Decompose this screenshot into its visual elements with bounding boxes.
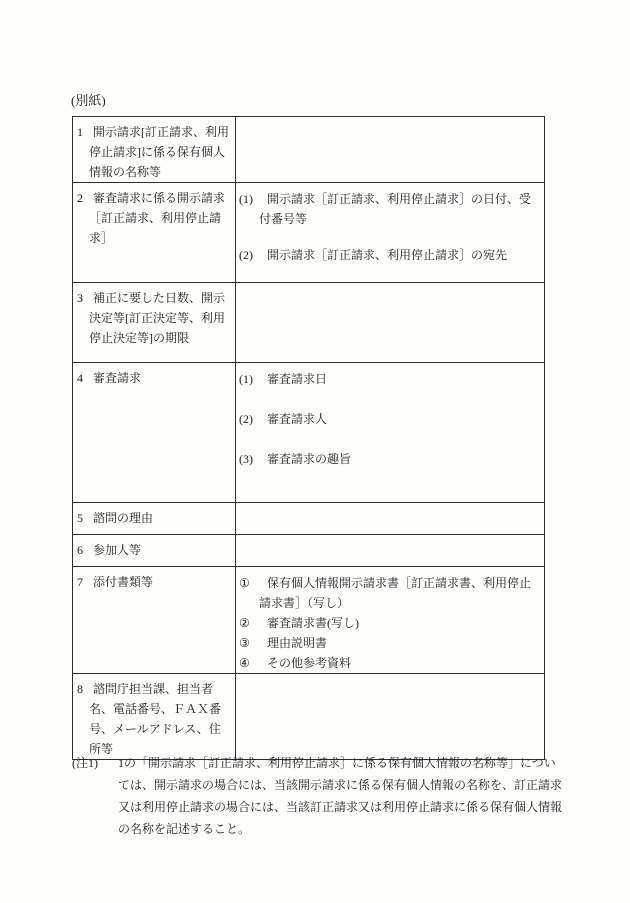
row-label: 審査請求に係る開示請求［訂正請求、利用停止請求］ xyxy=(89,191,226,245)
table-row xyxy=(73,283,545,363)
item-number: ① xyxy=(239,576,250,590)
row-detail-cell xyxy=(236,363,545,503)
detail-item xyxy=(239,653,541,673)
table-row xyxy=(73,117,545,183)
item-number: (1) xyxy=(239,192,253,206)
row-detail-cell xyxy=(236,117,545,183)
item-number: ③ xyxy=(239,636,250,650)
row-label-cell xyxy=(73,117,236,183)
row-number: 6 xyxy=(77,543,83,557)
row-label: 諮問庁担当課、担当者名、電話番号、ＦＡＸ番号、メールアドレス、住所等 xyxy=(89,682,222,756)
footnote xyxy=(72,752,564,840)
item-number: (2) xyxy=(239,248,253,262)
detail-item xyxy=(239,633,541,653)
item-text: 審査請求書(写し) xyxy=(267,616,359,630)
table-row xyxy=(73,674,545,760)
detail-item xyxy=(239,189,541,229)
row-label: 添付書類等 xyxy=(93,575,154,589)
item-number: ④ xyxy=(239,656,250,670)
row-label-cell xyxy=(73,503,236,535)
row-detail-cell xyxy=(236,183,545,283)
item-number: ② xyxy=(239,616,250,630)
detail-item xyxy=(239,409,541,429)
item-text: その他参考資料 xyxy=(267,656,352,670)
row-label: 補正に要した日数、開示決定等[訂正決定等、利用停止決定等]の期限 xyxy=(89,291,226,345)
detail-item xyxy=(239,245,541,265)
row-label-cell xyxy=(73,183,236,283)
row-label-cell xyxy=(73,567,236,674)
row-label: 参加人等 xyxy=(93,543,142,557)
detail-item xyxy=(239,613,541,633)
item-number: (2) xyxy=(239,412,253,426)
item-number: (1) xyxy=(239,372,253,386)
detail-item xyxy=(239,449,541,469)
row-label: 審査請求 xyxy=(93,371,142,385)
item-text: 審査請求日 xyxy=(267,372,328,386)
table-row xyxy=(73,183,545,283)
row-detail-cell xyxy=(236,283,545,363)
footnote-label: (注1) xyxy=(72,756,98,770)
row-number: 5 xyxy=(77,511,83,525)
item-text: 保有個人情報開示請求書［訂正請求書、利用停止請求書］（写し） xyxy=(259,576,532,610)
table-row xyxy=(73,503,545,535)
row-number: 2 xyxy=(77,191,83,205)
table-row xyxy=(73,363,545,503)
item-text: 審査請求人 xyxy=(267,412,328,426)
row-number: 4 xyxy=(77,371,83,385)
page-title: (別紙) xyxy=(71,93,106,108)
detail-item xyxy=(239,573,541,613)
row-label: 開示請求[訂正請求、利用停止請求]に係る保有個人情報の名称等 xyxy=(89,125,229,179)
item-text: 開示請求［訂正請求、利用停止請求］の宛先 xyxy=(267,248,508,262)
row-detail-cell xyxy=(236,503,545,535)
row-number: 7 xyxy=(77,575,83,589)
row-label-cell xyxy=(73,283,236,363)
row-number: 1 xyxy=(77,125,83,139)
attachment-table xyxy=(72,116,545,760)
row-detail-cell xyxy=(236,535,545,567)
footnote-text: 1の「開示請求［訂正請求、利用停止請求］に係る保有個人情報の名称等」については、開示請求の場合には、当該開示請求に係る保有個人情報の名称を、訂正請求又は利用停止請求の場合には、当該訂正請求又は利用停止請求に係る保有個人情報の名称を記述すること。 xyxy=(118,756,563,836)
table-row xyxy=(73,535,545,567)
row-label: 諮問の理由 xyxy=(93,511,154,525)
row-label-cell xyxy=(73,674,236,760)
row-number: 8 xyxy=(77,682,83,696)
item-text: 理由説明書 xyxy=(267,636,328,650)
row-label-cell xyxy=(73,363,236,503)
item-text: 審査請求の趣旨 xyxy=(267,452,352,466)
row-detail-cell xyxy=(236,567,545,674)
row-number: 3 xyxy=(77,291,83,305)
row-label-cell xyxy=(73,535,236,567)
row-detail-cell xyxy=(236,674,545,760)
detail-item xyxy=(239,369,541,389)
table-row xyxy=(73,567,545,674)
item-text: 開示請求［訂正請求、利用停止請求］の日付、受付番号等 xyxy=(259,192,532,226)
item-number: (3) xyxy=(239,452,253,466)
